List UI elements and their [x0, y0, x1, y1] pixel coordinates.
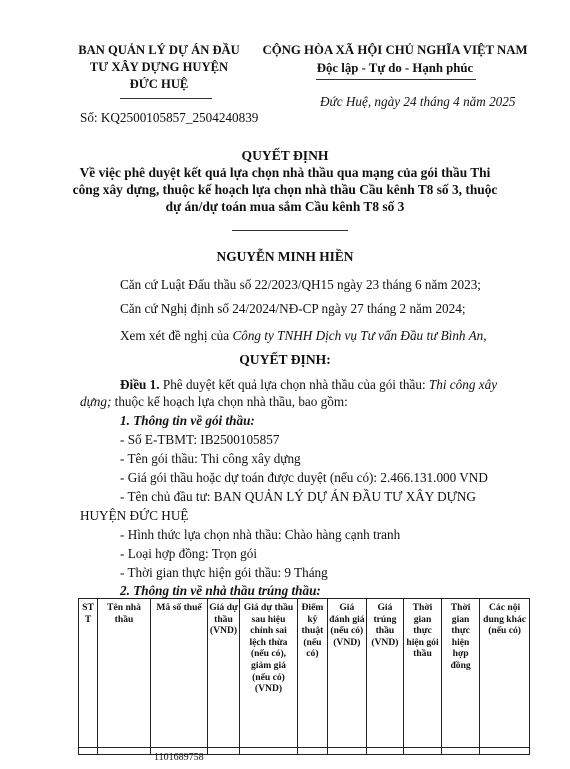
investor-item-cont: HUYỆN ĐỨC HUỆ — [80, 508, 189, 523]
package-price-item: - Giá gói thầu hoặc dự toán được duyệt (nếu có): 2.466.131.000 VND — [120, 470, 488, 485]
col-tax-code: Mã số thuế — [150, 599, 207, 748]
table-header-row — [79, 599, 530, 748]
document-number: Số: KQ2500105857_2504240839 — [80, 110, 259, 125]
agency-line-3: ĐỨC HUỆ — [129, 77, 189, 91]
article-1-package-b: dựng; — [80, 394, 112, 409]
agency-line-1: BAN QUẢN LÝ DỰ ÁN ĐẦU — [78, 43, 240, 57]
basis-law: Căn cứ Luật Đấu thầu số 22/2023/QH15 ngày 23 tháng 6 năm 2023; — [120, 277, 481, 292]
decision-heading: QUYẾT ĐỊNH: — [239, 352, 331, 367]
col-adjusted-price: Giá dự thầu sau hiệu chỉnh sai lệch thừa (nếu có), giảm giá (nếu có) (VND) — [239, 599, 297, 748]
col-package-duration: Thời gian thực hiện gói thầu — [403, 599, 441, 748]
subject-line-2: công xây dựng, thuộc kế hoạch lựa chọn nhà thầu Cầu kênh T8 số 3, thuộc — [72, 182, 498, 197]
place-date: Đức Huệ, ngày 24 tháng 4 năm 2025 — [320, 94, 516, 109]
subject-line-1: Về việc phê duyệt kết quả lựa chọn nhà thầu qua mạng của gói thầu Thi — [79, 165, 491, 180]
agency-underline — [120, 98, 212, 99]
article-1-text-cont: thuộc kế hoạch lựa chọn nhà thầu, bao gồm: — [111, 394, 348, 409]
proposal-prefix: Xem xét đề nghị của — [120, 328, 233, 343]
col-stt: STT — [79, 599, 98, 748]
section-1-title: 1. Thông tin về gói thầu: — [120, 413, 255, 428]
winner-table — [78, 598, 530, 755]
col-contract-duration: Thời gian thực hiện hợp đồng — [442, 599, 480, 748]
decision-title: QUYẾT ĐỊNH — [241, 148, 329, 163]
col-winning-price: Giá trúng thầu (VND) — [366, 599, 403, 748]
selection-method-item: - Hình thức lựa chọn nhà thầu: Chào hàng cạnh tranh — [120, 527, 401, 542]
agency-line-2: TƯ XÂY DỰNG HUYỆN — [89, 60, 229, 74]
e-tbmt-item: - Số E-TBMT: IB2500105857 — [120, 432, 280, 447]
proposal-company: Công ty TNHH Dịch vụ Tư vấn Đầu tư Bình An, — [232, 328, 487, 343]
decision-subject — [60, 164, 510, 215]
contract-type-item: - Loại hợp đồng: Trọn gói — [120, 546, 258, 561]
article-1-line-2 — [80, 394, 348, 410]
basis-decree: Căn cứ Nghị định số 24/2024/NĐ-CP ngày 27 tháng 2 năm 2024; — [120, 301, 466, 316]
row-1-tax-code: 1101689758 — [154, 752, 204, 763]
article-1-label: Điều 1. — [120, 377, 160, 392]
duration-item: - Thời gian thực hiện gói thầu: 9 Tháng — [120, 565, 328, 580]
investor-item: - Tên chủ đầu tư: BAN QUẢN LÝ DỰ ÁN ĐẦU TƯ XÂY DỰNG — [120, 489, 476, 504]
republic-name: CỘNG HÒA XÃ HỘI CHỦ NGHĨA VIỆT NAM — [262, 43, 528, 57]
proposal-line — [120, 328, 487, 344]
table-row — [79, 748, 530, 755]
package-name-item: - Tên gói thầu: Thi công xây dựng — [120, 451, 301, 466]
motto: Độc lập - Tự do - Hạnh phúc — [316, 61, 474, 75]
col-other-content: Các nội dung khác (nếu có) — [480, 599, 530, 748]
col-evaluated-price: Giá đánh giá (nếu có) (VND) — [327, 599, 366, 748]
col-tech-score: Điểm kỹ thuật (nếu có) — [298, 599, 328, 748]
motto-underline — [316, 79, 476, 80]
section-2-title: 2. Thông tin về nhà thầu trúng thầu: — [120, 583, 321, 598]
article-1-package-a: Thi công xây — [428, 377, 498, 392]
signer-name: NGUYỄN MINH HIỀN — [216, 249, 354, 264]
article-1-text: Phê duyệt kết quả lựa chọn nhà thầu của gói thầu: — [159, 377, 429, 392]
col-contractor-name: Tên nhà thầu — [98, 599, 151, 748]
subject-underline — [232, 230, 348, 231]
agency-name — [70, 42, 248, 93]
subject-line-3: dự án/dự toán mua sắm Cầu kênh T8 số 3 — [165, 199, 405, 214]
col-bid-price: Giá dự thầu (VND) — [208, 599, 240, 748]
article-1-line-1 — [120, 377, 497, 393]
